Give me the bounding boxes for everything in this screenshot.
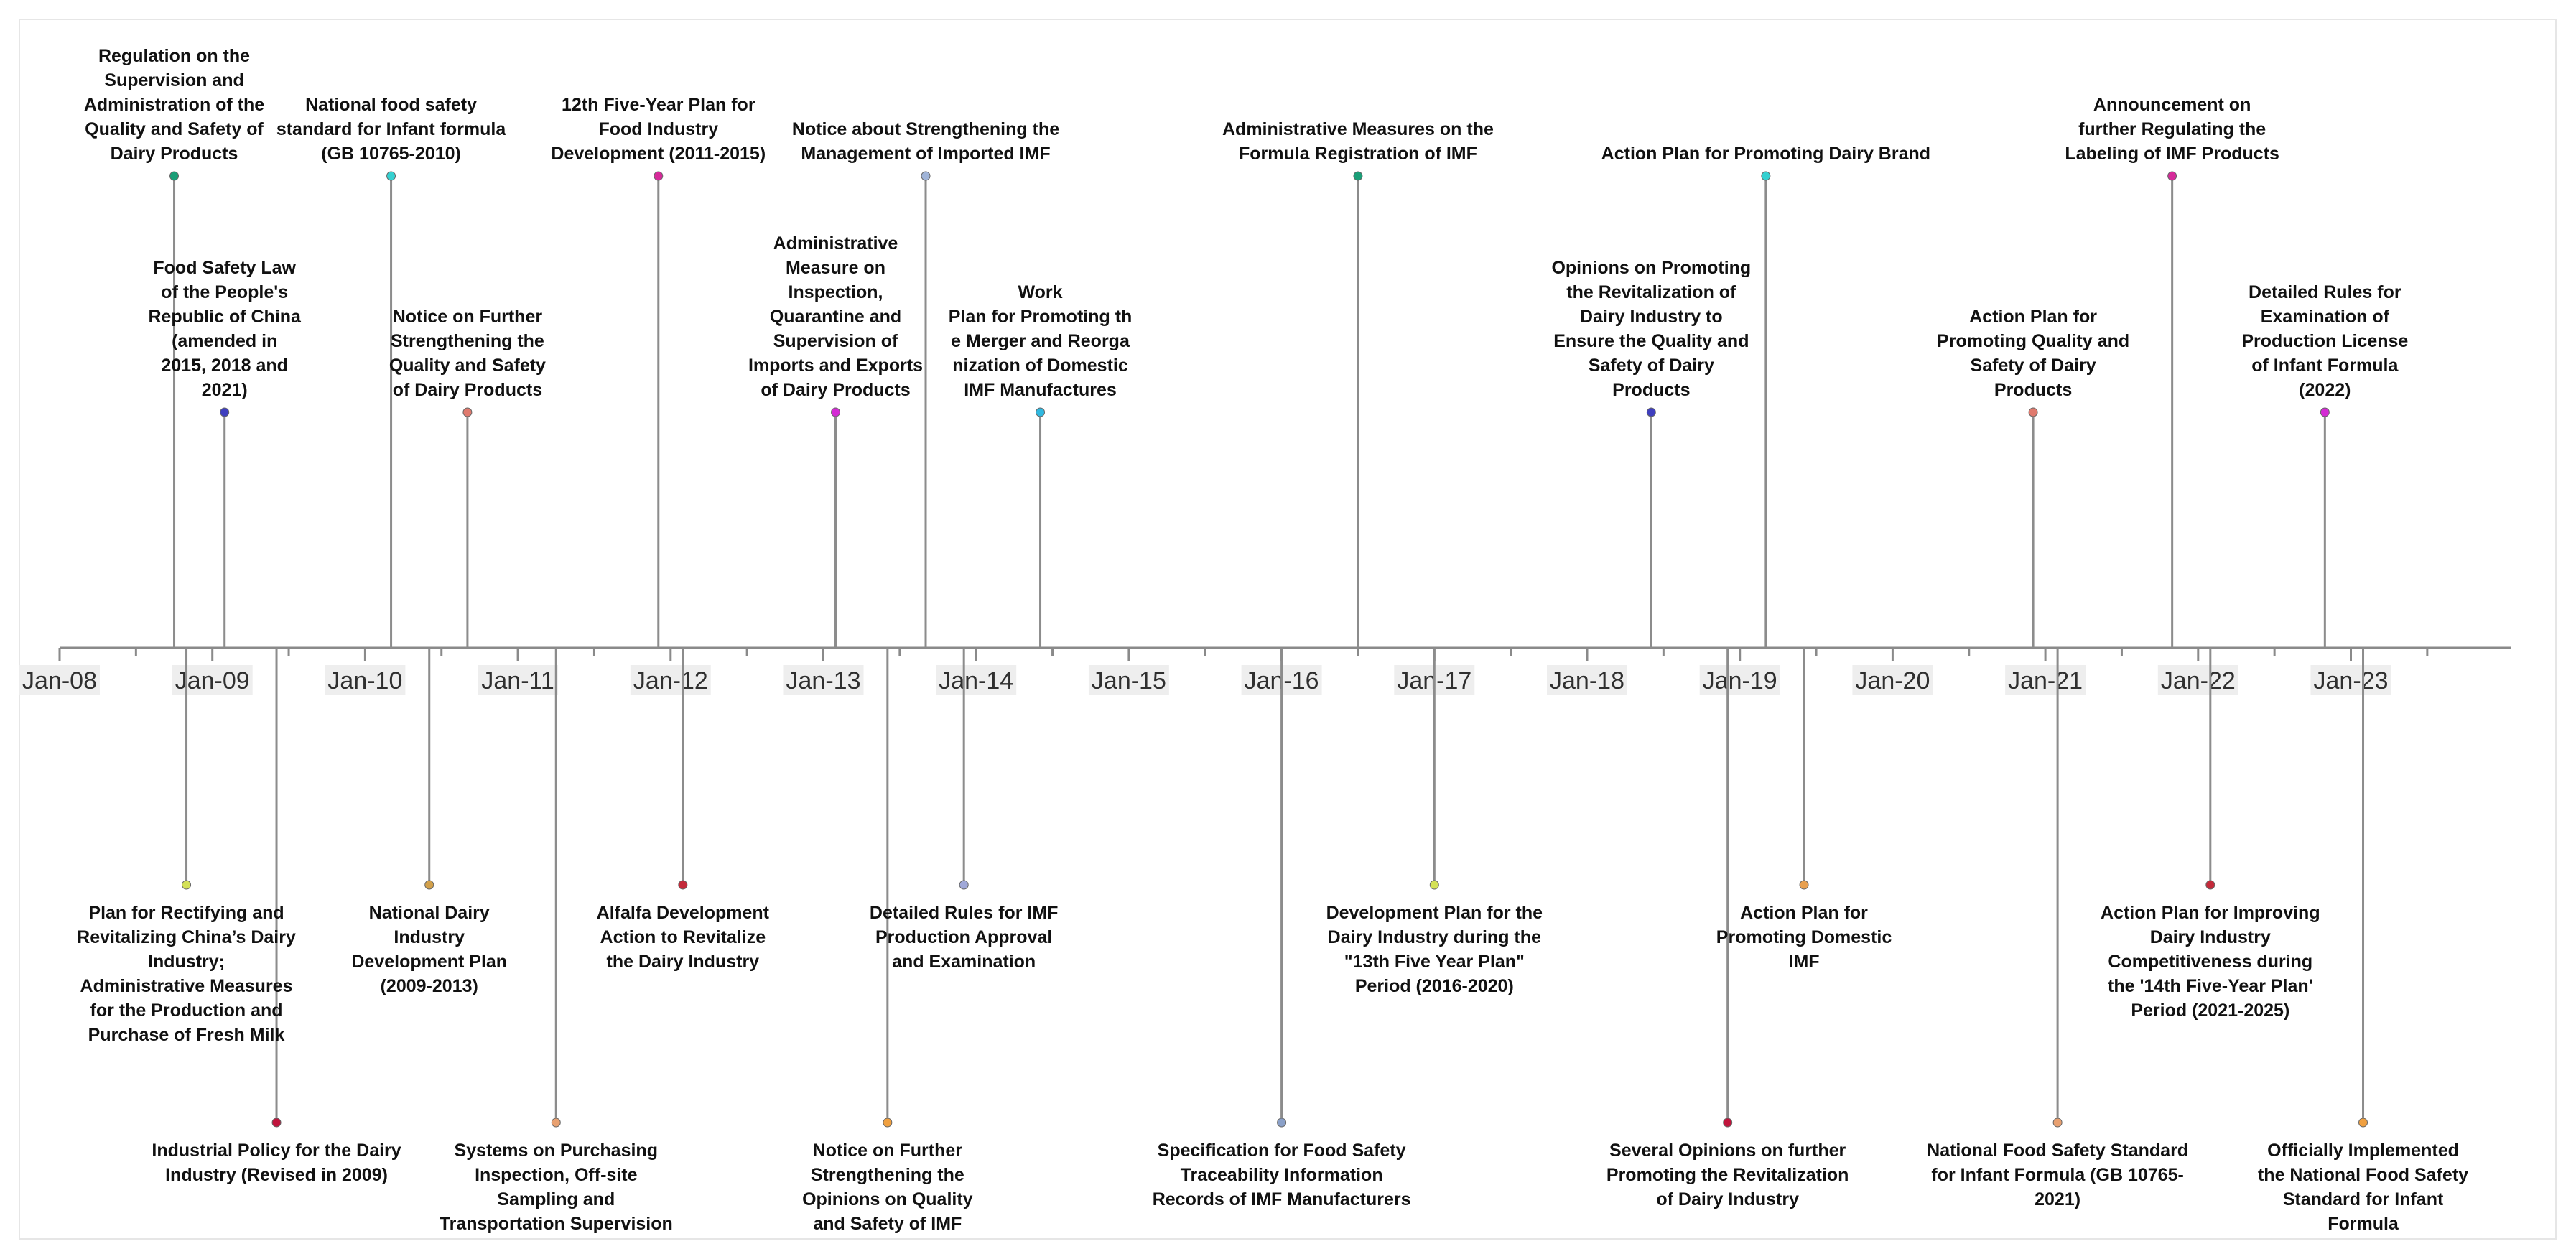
event-label: Notice about Strengthening the Management of Imported IMF [791, 119, 1060, 164]
tick-label: Jan-23 [2313, 667, 2389, 695]
event-marker [170, 172, 179, 180]
event-label: National food safety standard for Infant formula (GB 10765-2010) [276, 95, 506, 164]
tick-label: Jan-16 [1244, 667, 1319, 695]
event-marker [2206, 881, 2215, 889]
tick-label: Jan-19 [1702, 667, 1777, 695]
event-label: National Food Safety Standard for Infant Formula (GB 10765- 2021) [1927, 1141, 2189, 1209]
event-label: Detailed Rules for Examination of Production License of Infant Formula (2022) [2241, 282, 2409, 400]
event-marker [220, 408, 229, 417]
event-marker [832, 408, 840, 417]
tick-label: Jan-22 [2160, 667, 2236, 695]
event-marker [679, 881, 687, 889]
event-label: Action Plan for Improving Dairy Industry Competitiveness during the '14th Five-Year Plan' Period (2021-2025) [2101, 903, 2320, 1021]
tick-label: Jan-21 [2008, 667, 2083, 695]
event-label: Alfalfa Development Action to Revitalize the Dairy Industry [596, 903, 769, 972]
event-label: Action Plan for Promoting Domestic IMF [1716, 903, 1892, 972]
tick-label: Jan-08 [22, 667, 97, 695]
event-marker [1762, 172, 1770, 180]
event-label: Administrative Measure on Inspection, Quarantine and Supervision of Imports and Exports of Dairy Products [748, 233, 924, 400]
event-marker [2053, 1118, 2062, 1127]
event-label: Action Plan for Promoting Dairy Brand [1601, 144, 1931, 164]
tick-label: Jan-10 [327, 667, 403, 695]
event-label: Development Plan for the Dairy Industry during the "13th Five Year Plan" Period (2016-2020) [1326, 903, 1543, 996]
tick-label: Jan-20 [1855, 667, 1930, 695]
tick-label: Jan-14 [939, 667, 1014, 695]
event-label: Notice on Further Strengthening the Opinions on Quality and Safety of IMF [802, 1141, 973, 1234]
event-marker [1647, 408, 1655, 417]
event-label: Specification for Food Safety Traceability Information Records of IMF Manufacturers [1152, 1141, 1411, 1209]
event-label: Officially Implemented the National Food Safety Standard for Infant Formula [2257, 1141, 2469, 1234]
tick-label: Jan-12 [633, 667, 708, 695]
event-marker [2320, 408, 2329, 417]
event-marker [883, 1118, 892, 1127]
event-marker [1036, 408, 1045, 417]
event-label: Notice on Further Strengthening the Quality and Safety of Dairy Products [389, 307, 546, 400]
event-label: National Dairy Industry Development Plan (2009-2013) [351, 903, 508, 996]
event-label: Plan for Rectifying and Revitalizing China’s Dairy Industry; Administrative Measures for the Production and Purchase of Fresh Milk [77, 903, 296, 1045]
event-marker [959, 881, 968, 889]
event-marker [1800, 881, 1808, 889]
event-marker [2029, 408, 2037, 417]
event-marker [1278, 1118, 1286, 1127]
event-label: Work Plan for Promoting th e Merger and Reorga nization of Domestic IMF Manufactures [948, 282, 1133, 400]
tick-label: Jan-18 [1550, 667, 1624, 695]
event-label: Industrial Policy for the Dairy Industry (Revised in 2009) [152, 1141, 401, 1185]
tick-label: Jan-13 [786, 667, 861, 695]
tick-label: Jan-09 [175, 667, 250, 695]
event-label: Opinions on Promoting the Revitalization of Dairy Industry to Ensure the Quality and Safety of Dairy Products [1551, 258, 1752, 400]
event-marker [1354, 172, 1362, 180]
event-marker [272, 1118, 281, 1127]
event-marker [182, 881, 191, 889]
event-label: Several Opinions on further Promoting the Revitalization of Dairy Industry [1606, 1141, 1849, 1209]
event-marker [463, 408, 472, 417]
event-marker [1724, 1118, 1732, 1127]
event-marker [425, 881, 434, 889]
event-marker [2359, 1118, 2368, 1127]
event-label: Food Safety Law of the People's Republic of China (amended in 2015, 2018 and 2021) [148, 258, 301, 400]
event-marker [552, 1118, 560, 1127]
event-marker [1430, 881, 1438, 889]
event-marker [387, 172, 396, 180]
event-label: Regulation on the Supervision and Administration of the Quality and Safety of Dairy Products [83, 46, 265, 164]
event-label: Administrative Measures on the Formula Registration of IMF [1222, 119, 1494, 164]
event-label: Action Plan for Promoting Quality and Safety of Dairy Products [1937, 307, 2130, 400]
event-label: Systems on Purchasing Inspection, Off-site Sampling and Transportation Supervision [439, 1141, 673, 1234]
event-label: 12th Five-Year Plan for Food Industry Development (2011-2015) [551, 95, 766, 164]
tick-label: Jan-17 [1397, 667, 1472, 695]
event-label: Detailed Rules for IMF Production Approval and Examination [869, 903, 1059, 972]
event-label: Announcement on further Regulating the Labeling of IMF Products [2065, 95, 2279, 164]
event-marker [921, 172, 930, 180]
tick-label: Jan-11 [481, 667, 554, 695]
event-marker [2168, 172, 2177, 180]
tick-label: Jan-15 [1091, 667, 1166, 695]
event-marker [654, 172, 663, 180]
